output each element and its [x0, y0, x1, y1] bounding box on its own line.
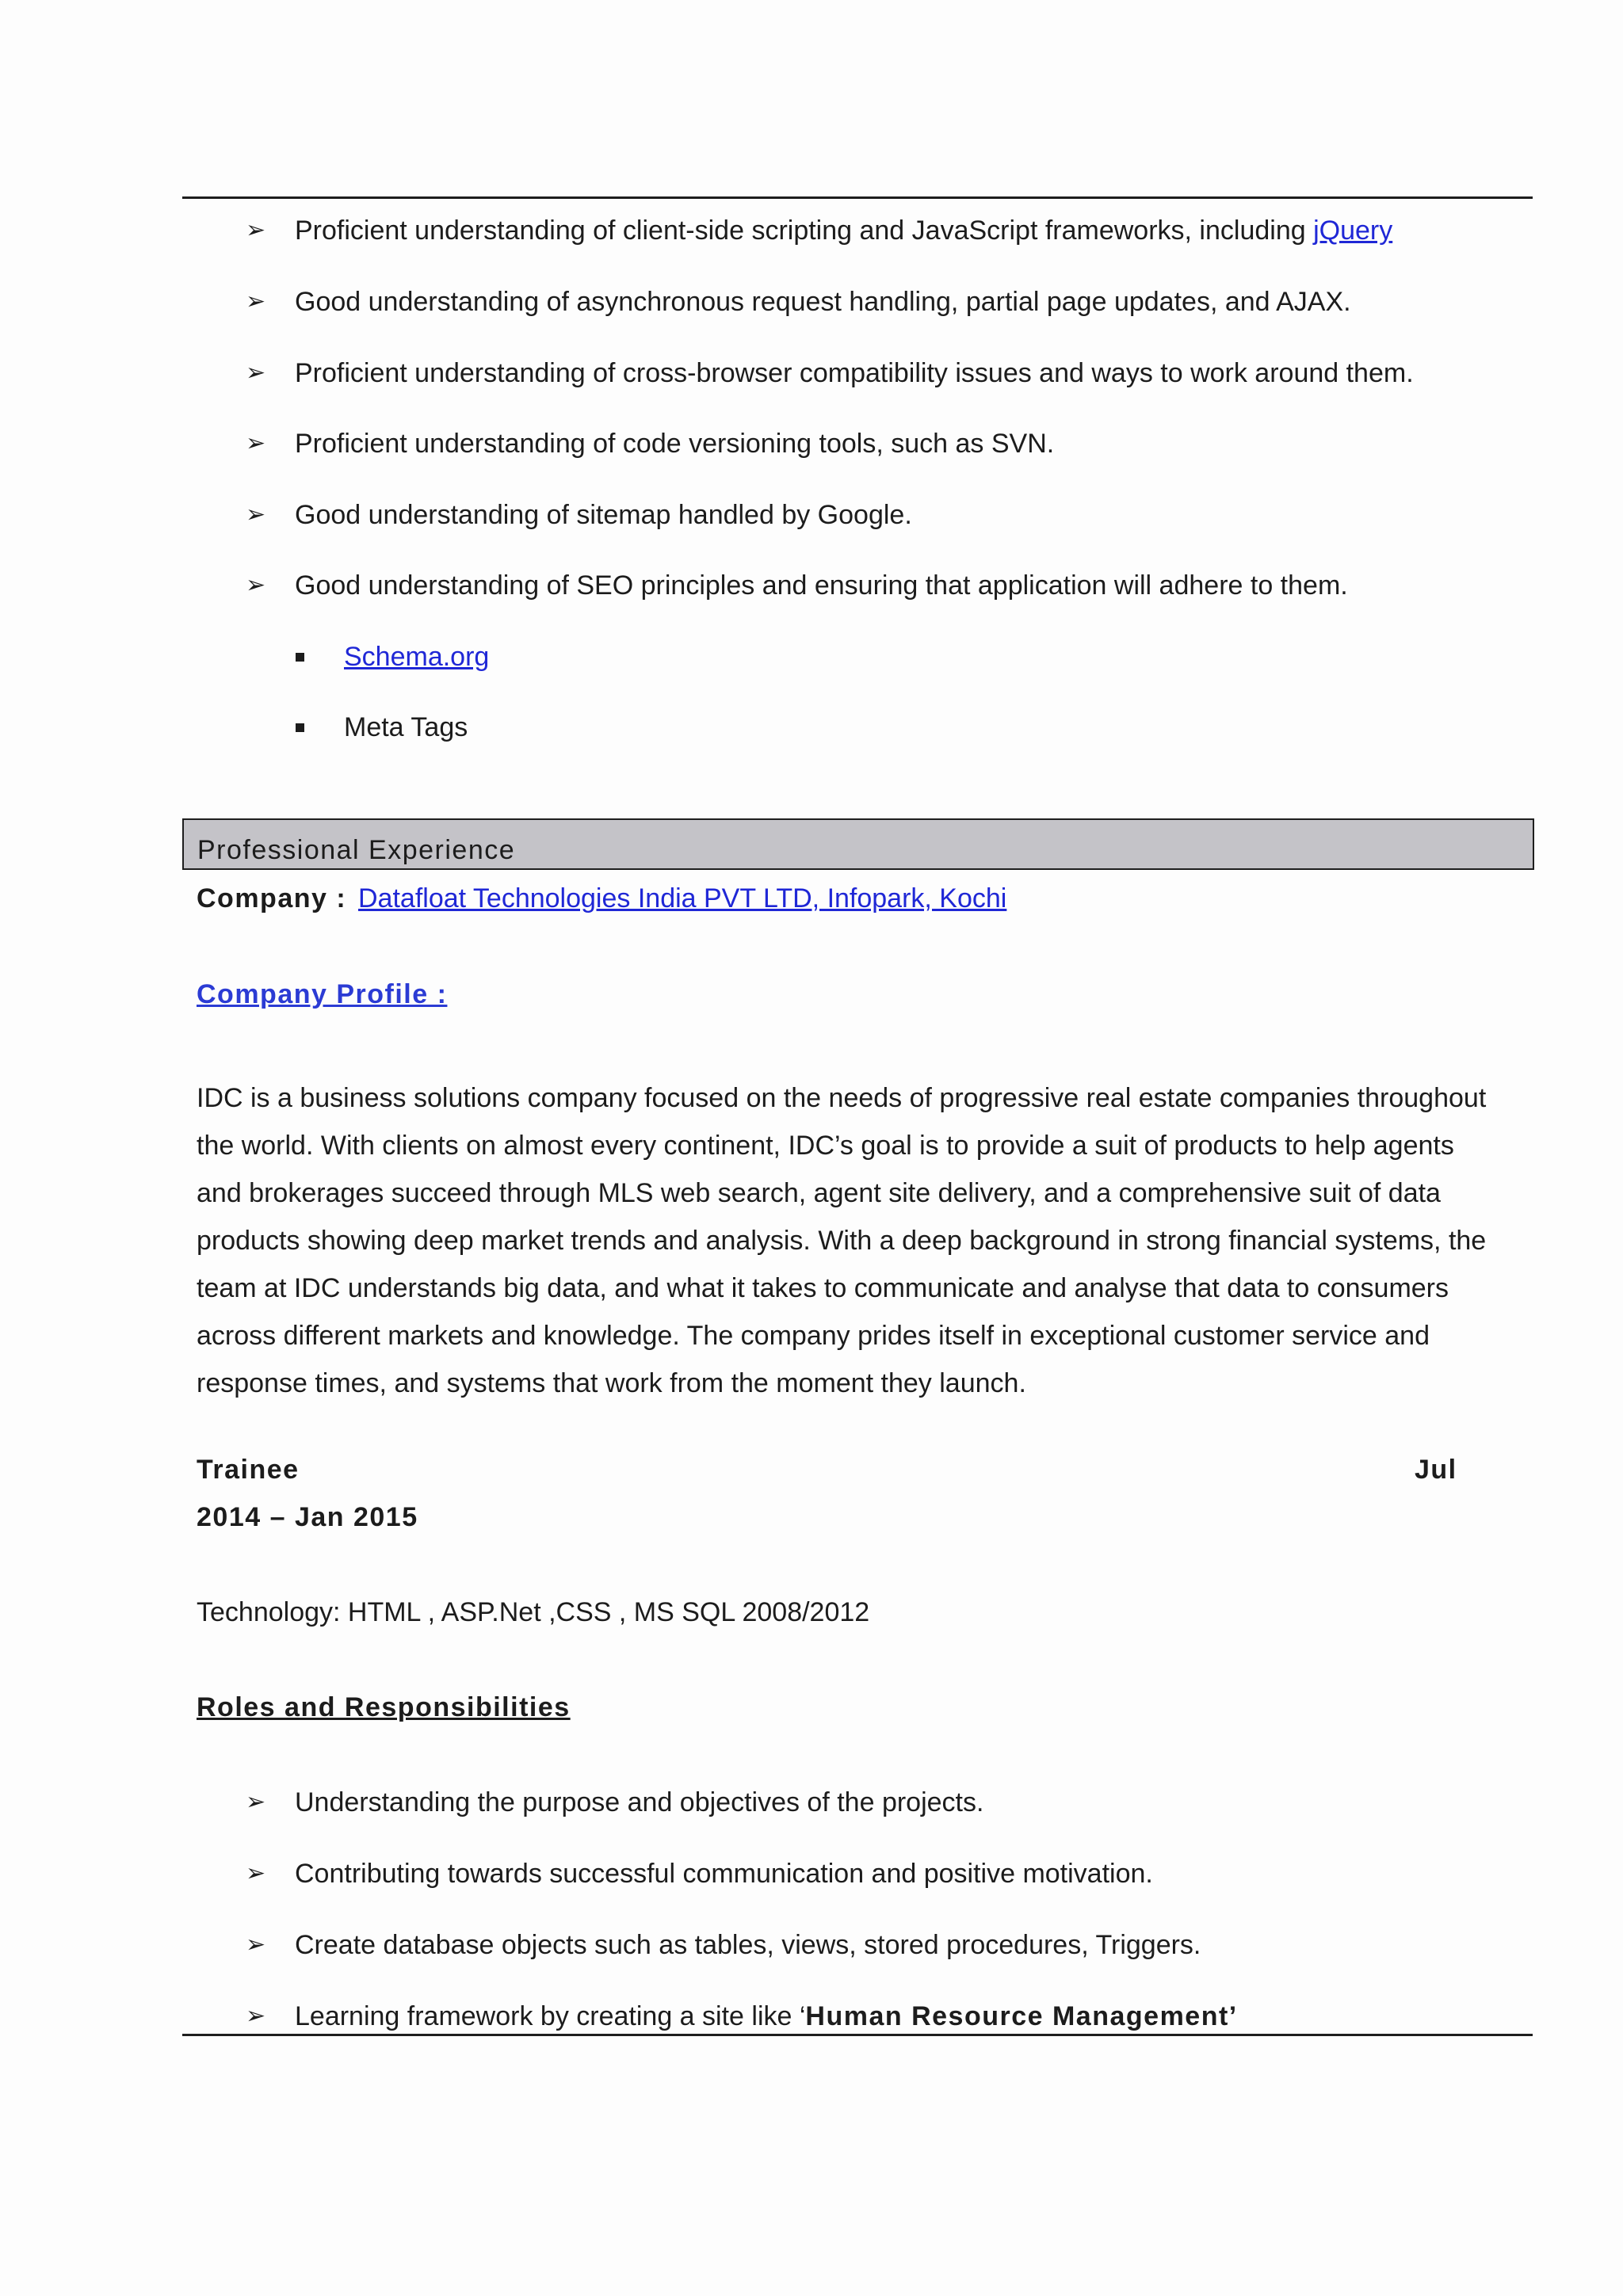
list-item: Understanding the purpose and objectives of the projects. [295, 1787, 984, 1817]
arrow-bullet-icon: ➢ [246, 1932, 266, 1958]
jquery-link[interactable]: jQuery [1313, 215, 1393, 246]
arrow-bullet-icon: ➢ [246, 288, 266, 315]
list-item: Create database objects such as tables, views, stored procedures, Triggers. [295, 1930, 1201, 1960]
roles-heading: Roles and Responsibilities [197, 1692, 571, 1722]
list-item: Proficient understanding of cross-browser compatibility issues and ways to work around them. [295, 358, 1414, 388]
list-item: Contributing towards successful communication and positive motivation. [295, 1859, 1153, 1889]
arrow-bullet-icon: ➢ [246, 360, 266, 386]
company-profile-heading: Company Profile : [197, 979, 448, 1009]
paragraph-line: across different markets and knowledge. The company prides itself in exceptional customer service and [197, 1321, 1430, 1351]
list-item [295, 215, 1392, 246]
list-item: Good understanding of asynchronous request handling, partial page updates, and AJAX. [295, 287, 1351, 317]
arrow-bullet-icon: ➢ [246, 502, 266, 528]
list-item: Good understanding of sitemap handled by Google. [295, 500, 912, 530]
list-item: Meta Tags [344, 712, 468, 742]
company-label: Company : [197, 883, 347, 913]
arrow-bullet-icon: ➢ [246, 1860, 266, 1886]
section-title: Professional Experience [197, 835, 516, 865]
paragraph-line: response times, and systems that work from the moment they launch. [197, 1368, 1026, 1398]
schema-org-link[interactable]: Schema.org [344, 642, 490, 672]
project-emphasis: Human Resource Management’ [805, 2001, 1238, 2031]
list-item [295, 2000, 1238, 2032]
job-title: Trainee [197, 1455, 300, 1485]
paragraph-line: the world. With clients on almost every continent, IDC’s goal is to provide a suit of products to help agents [197, 1131, 1454, 1161]
list-item: Proficient understanding of code versioning tools, such as SVN. [295, 429, 1055, 459]
list-item-text: Learning framework by creating a site like ‘ [295, 2001, 806, 2031]
arrow-bullet-icon: ➢ [246, 1789, 266, 1815]
company-link[interactable]: Datafloat Technologies India PVT LTD, Infopark, Kochi [358, 883, 1007, 913]
period-rest: 2014 – Jan 2015 [197, 1502, 418, 1532]
arrow-bullet-icon: ➢ [246, 572, 266, 598]
technology-line: Technology: HTML , ASP.Net ,CSS , MS SQL 2008/2012 [197, 1597, 870, 1627]
arrow-bullet-icon: ➢ [246, 217, 266, 243]
paragraph-line: team at IDC understands big data, and what it takes to communicate and analyse that data to consumers [197, 1273, 1449, 1303]
arrow-bullet-icon: ➢ [246, 2003, 266, 2029]
company-profile-paragraph [197, 1074, 1528, 1407]
square-bullet-icon [296, 653, 304, 662]
paragraph-line: and brokerages succeed through MLS web search, agent site delivery, and a comprehensive suit of data [197, 1178, 1441, 1208]
paragraph-line: IDC is a business solutions company focused on the needs of progressive real estate companies throughout [197, 1083, 1487, 1113]
bottom-rule [182, 2034, 1533, 2036]
top-rule [182, 196, 1533, 199]
period-start: Jul [1415, 1455, 1457, 1485]
list-item-text: Proficient understanding of client-side scripting and JavaScript frameworks, including [295, 215, 1314, 246]
section-header-bar [182, 818, 1534, 870]
list-item: Good understanding of SEO principles and ensuring that application will adhere to them. [295, 570, 1348, 601]
arrow-bullet-icon: ➢ [246, 430, 266, 456]
paragraph-line: products showing deep market trends and analysis. With a deep background in strong financial systems, the [197, 1226, 1487, 1256]
square-bullet-icon [296, 723, 304, 732]
